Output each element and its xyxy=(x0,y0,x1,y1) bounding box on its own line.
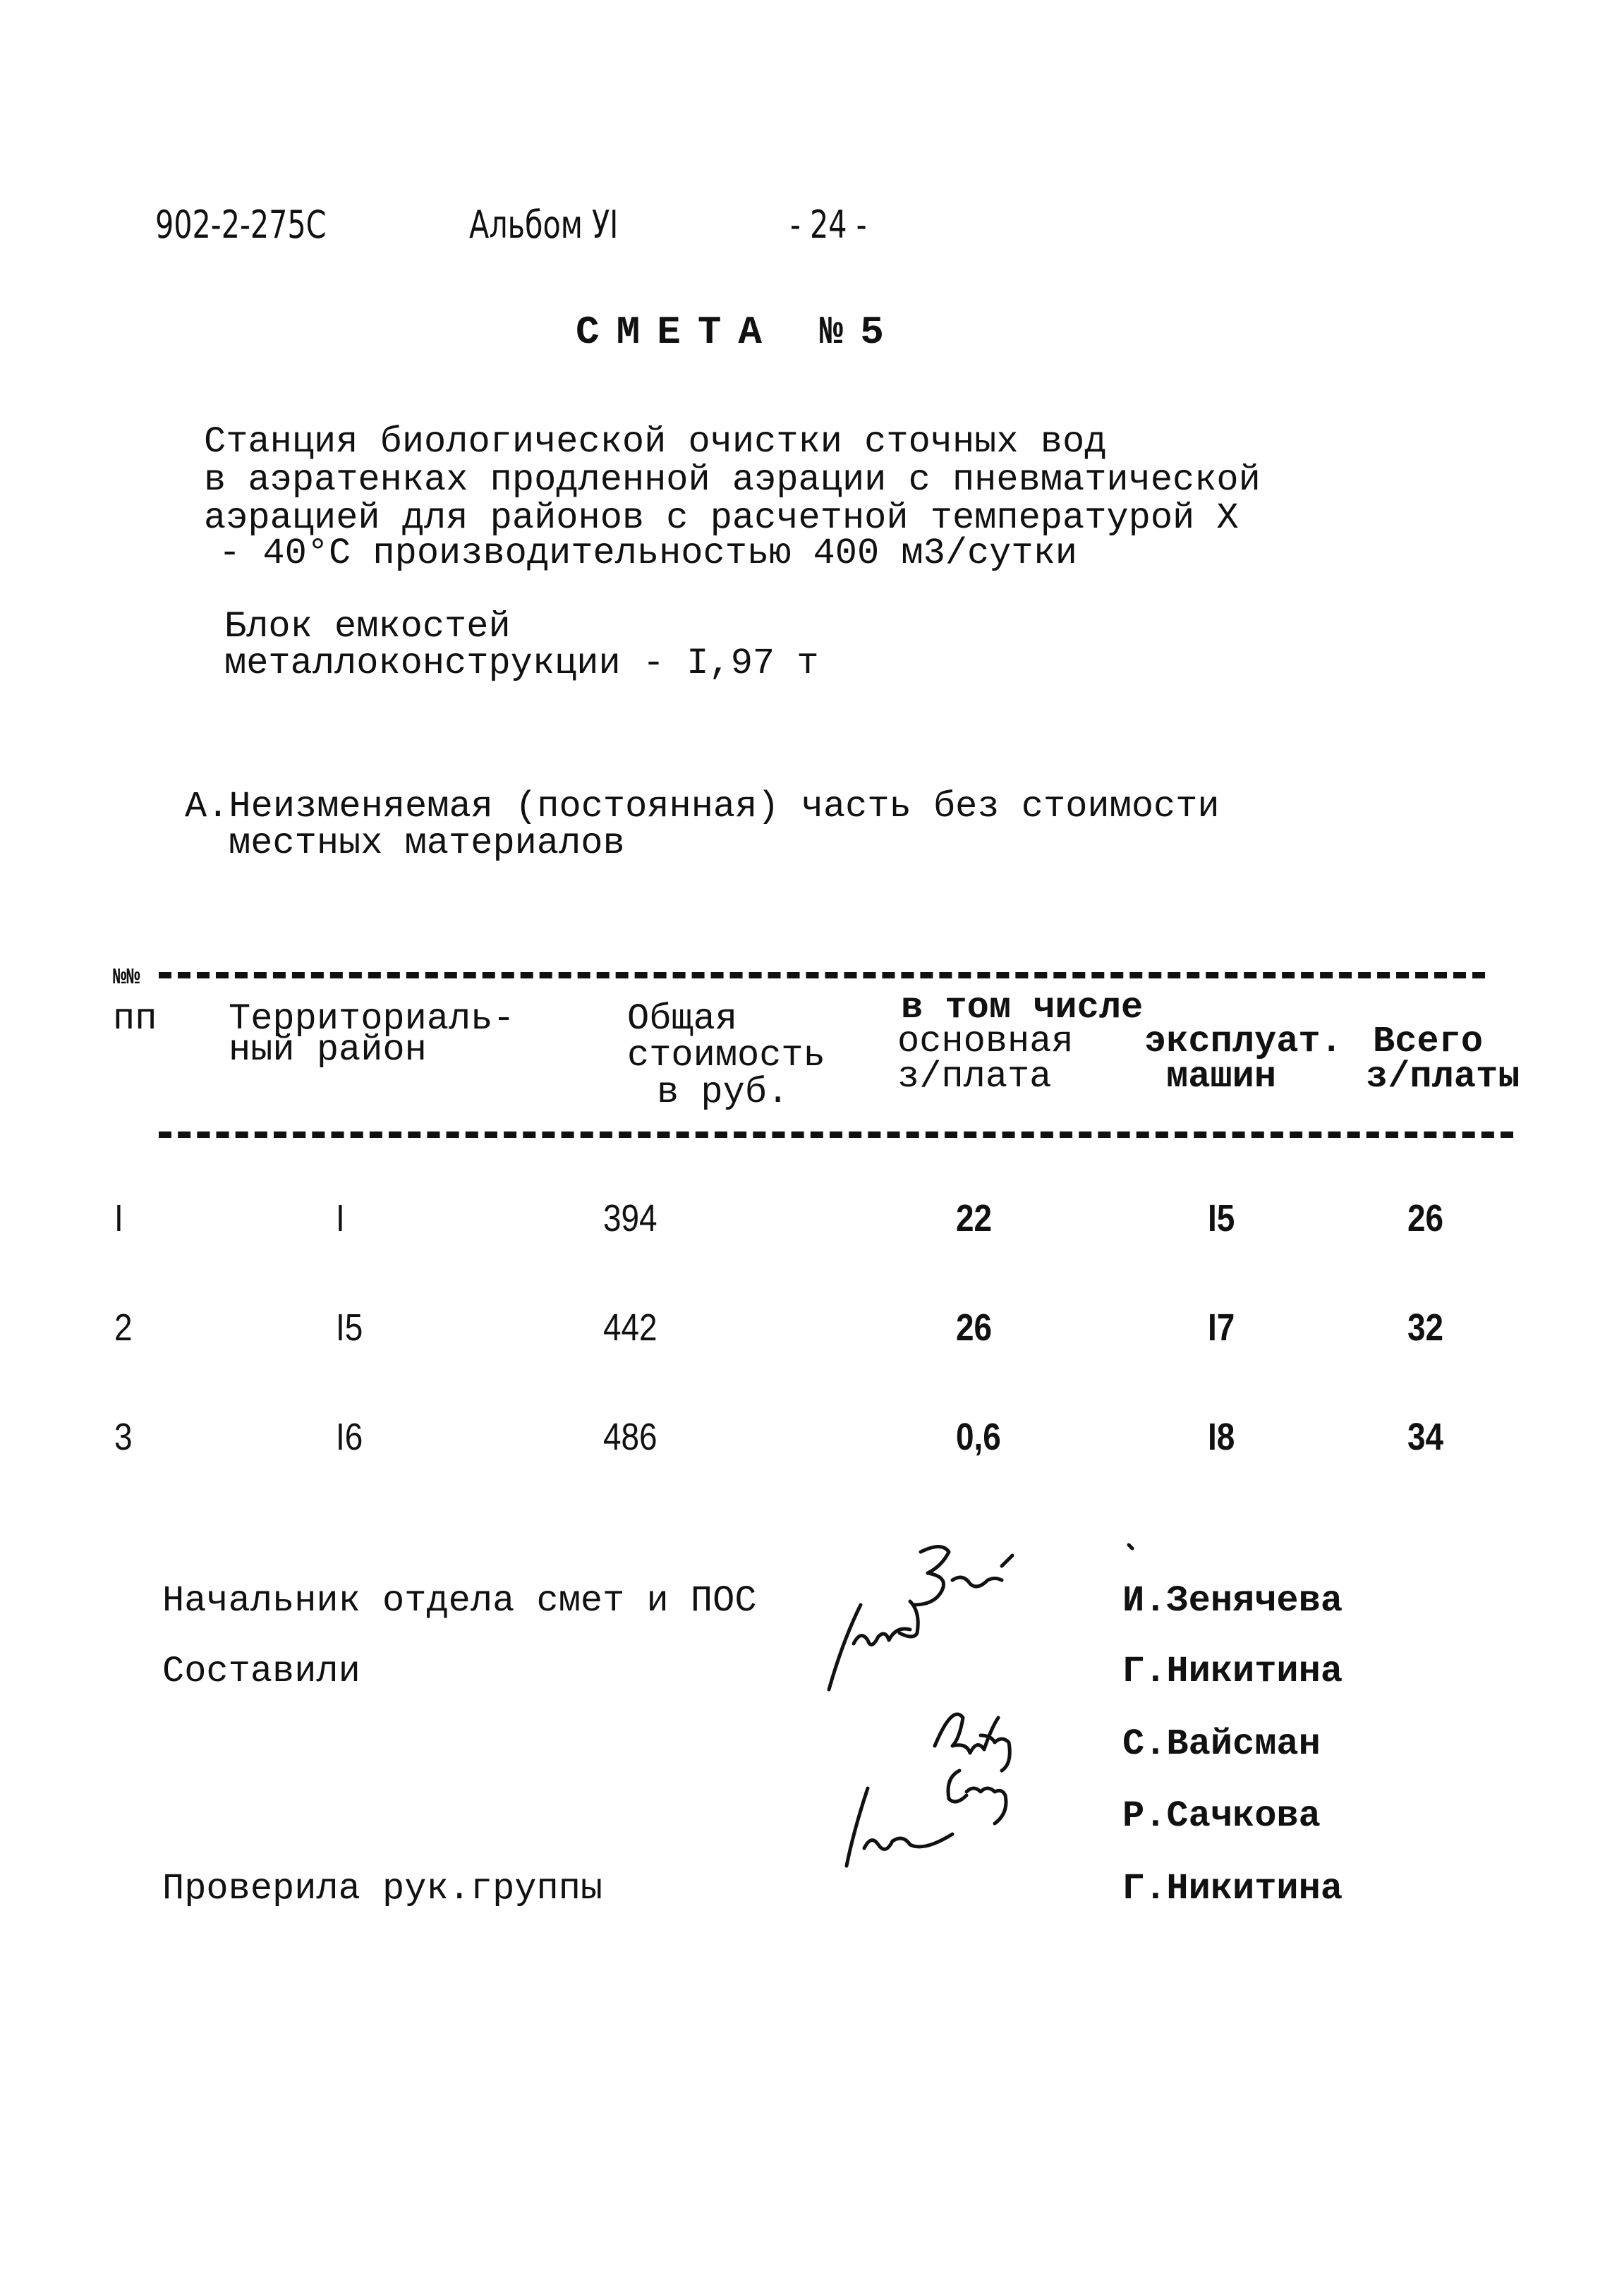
signer-name: Р.Сачкова xyxy=(1122,1795,1321,1837)
signature-4 xyxy=(948,1771,1006,1824)
signature-3 xyxy=(935,1714,1010,1771)
signature-5 xyxy=(847,1788,952,1866)
doc-code: 902-2-275С xyxy=(155,202,327,247)
cell-region: I6 xyxy=(336,1416,363,1458)
description-line: аэрацией для районов с расчетной температурой Х xyxy=(204,497,1239,539)
col-header-num: №№ xyxy=(113,964,140,990)
cell-all-salary: 26 xyxy=(1407,1197,1444,1239)
cell-machines: I5 xyxy=(1208,1197,1235,1239)
cell-machines: I7 xyxy=(1208,1306,1235,1349)
cell-total: 486 xyxy=(603,1416,658,1458)
description-line: Станция биологической очистки сточных вод xyxy=(204,421,1107,463)
block-weight: металлоконструкции - I,97 т xyxy=(224,643,819,684)
col-header-all-salary: Всего xyxy=(1373,1021,1484,1062)
cell-total: 394 xyxy=(603,1197,658,1239)
cell-all-salary: 32 xyxy=(1407,1306,1444,1349)
page-number: - 24 - xyxy=(790,202,867,247)
section-heading-cont: местных материалов xyxy=(229,823,625,864)
col-header-all-salary: з/платы xyxy=(1366,1056,1520,1098)
description-line: - 40°С производительностью 400 м3/сутки xyxy=(219,533,1077,574)
cell-salary: 22 xyxy=(956,1197,993,1239)
col-header-machines: машин xyxy=(1166,1056,1277,1098)
description-line: в аэратенках продленной аэрации с пневматической xyxy=(204,459,1261,501)
signer-name: С.Вайсман xyxy=(1122,1723,1321,1765)
col-header-group: в том числе xyxy=(901,987,1144,1029)
section-heading: А.Неизменяемая (постоянная) часть без стоимости xyxy=(185,786,1220,827)
checked-label: Проверила рук.группы xyxy=(162,1868,603,1910)
cell-all-salary: 34 xyxy=(1407,1416,1444,1458)
col-header-salary: з/плата xyxy=(897,1056,1052,1098)
head-label: Начальник отдела смет и ПОС xyxy=(162,1580,757,1622)
cell-total: 442 xyxy=(603,1306,658,1349)
signer-name: И.Зенячева xyxy=(1122,1580,1343,1622)
col-header-num: пп xyxy=(113,998,157,1040)
block-name: Блок емкостей xyxy=(224,606,511,648)
col-header-total: стоимость xyxy=(627,1035,825,1076)
signature-1 xyxy=(914,1545,1132,1605)
col-header-region: ный район xyxy=(229,1029,427,1071)
cell-region: I5 xyxy=(336,1306,363,1349)
col-header-total: Общая xyxy=(627,998,738,1040)
col-header-salary: основная xyxy=(897,1021,1074,1062)
cell-salary: 0,6 xyxy=(956,1416,1001,1458)
compiled-label: Составили xyxy=(162,1651,360,1692)
cell-machines: I8 xyxy=(1208,1416,1235,1458)
signature-2 xyxy=(829,1601,918,1689)
cell-region: I xyxy=(336,1197,345,1239)
signer-name: Г.Никитина xyxy=(1122,1868,1343,1910)
signer-name: Г.Никитина xyxy=(1122,1651,1343,1692)
album-label: Альбом УI xyxy=(469,202,619,247)
document-title: СМЕТА №5 xyxy=(576,310,901,355)
cell-num: 3 xyxy=(114,1416,133,1458)
col-header-region: Территориаль- xyxy=(229,998,515,1040)
col-header-total: в руб. xyxy=(657,1072,789,1113)
cell-num: I xyxy=(114,1197,123,1239)
col-header-machines: эксплуат. xyxy=(1144,1021,1343,1062)
cell-salary: 26 xyxy=(956,1306,993,1349)
cell-num: 2 xyxy=(114,1306,133,1349)
